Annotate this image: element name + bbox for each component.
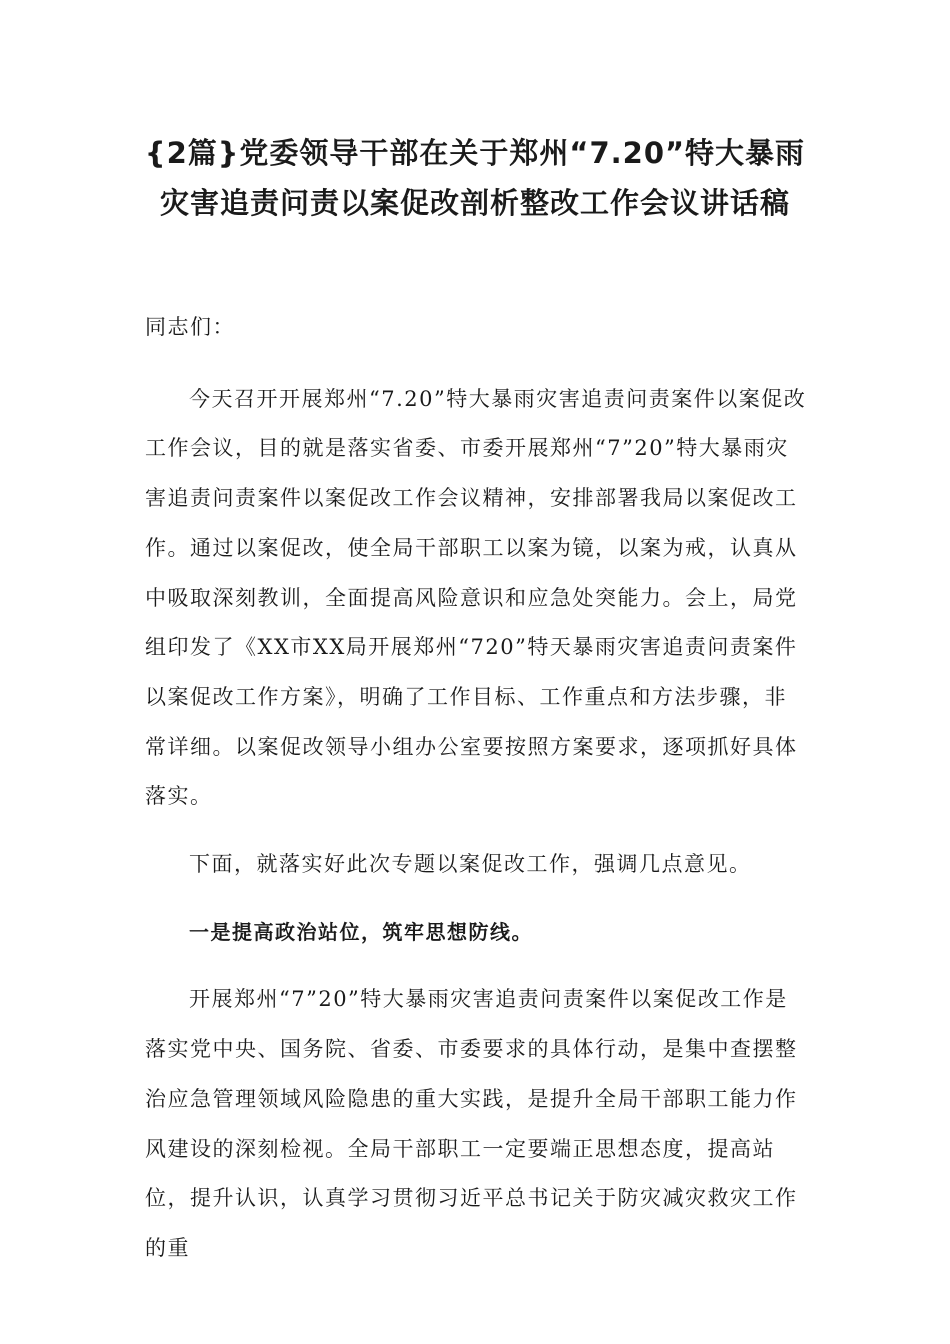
document-body	[145, 303, 807, 1274]
title-line-2: 灾害追责问责以案促改剖析整改工作会议讲话稿	[159, 186, 790, 220]
section-heading: 一是提高政治站位，筑牢思想防线。	[189, 919, 533, 944]
title-line-1: {2篇}党委领导干部在关于郑州“7.20”特大暴雨	[144, 136, 806, 170]
paragraph-section-one: 开展郑州“7”20”特大暴雨灾害追责问责案件以案促改工作是落实党中央、国务院、省委、市委要求的具体行动，是集中查摆整治应急管理领域风险隐患的重大实践，是提升全局干部职工能力作风建设的深刻检视。全局干部职工一定要端正思想态度，提高站位，提升认识，认真学习贯彻习近平总书记关于防灾减灾救灾工作的重	[145, 987, 798, 1260]
paragraph-transition: 下面，就落实好此次专题以案促改工作，强调几点意见。	[189, 852, 752, 877]
document-title	[120, 128, 830, 228]
paragraph-meeting-purpose: 今天召开开展郑州“7.20”特大暴雨灾害追责问责案件以案促改工作会议，目的就是落实省委、市委开展郑州“7”20”特大暴雨灾害追责问责案件以案促改工作会议精神，安排部署我局以案促改工作。通过以案促改，使全局干部职工以案为镜，以案为戒，认真从中吸取深刻教训，全面提高风险意识和应急处突能力。会上，局党组印发了《XX市XX局开展郑州“720”特天暴雨灾害追责问责案件以案促改工作方案》，明确了工作目标、工作重点和方法步骤，非常详细。以案促改领导小组办公室要按照方案要求，逐项抓好具体落实。	[145, 386, 807, 809]
salutation: 同志们：	[145, 315, 235, 339]
